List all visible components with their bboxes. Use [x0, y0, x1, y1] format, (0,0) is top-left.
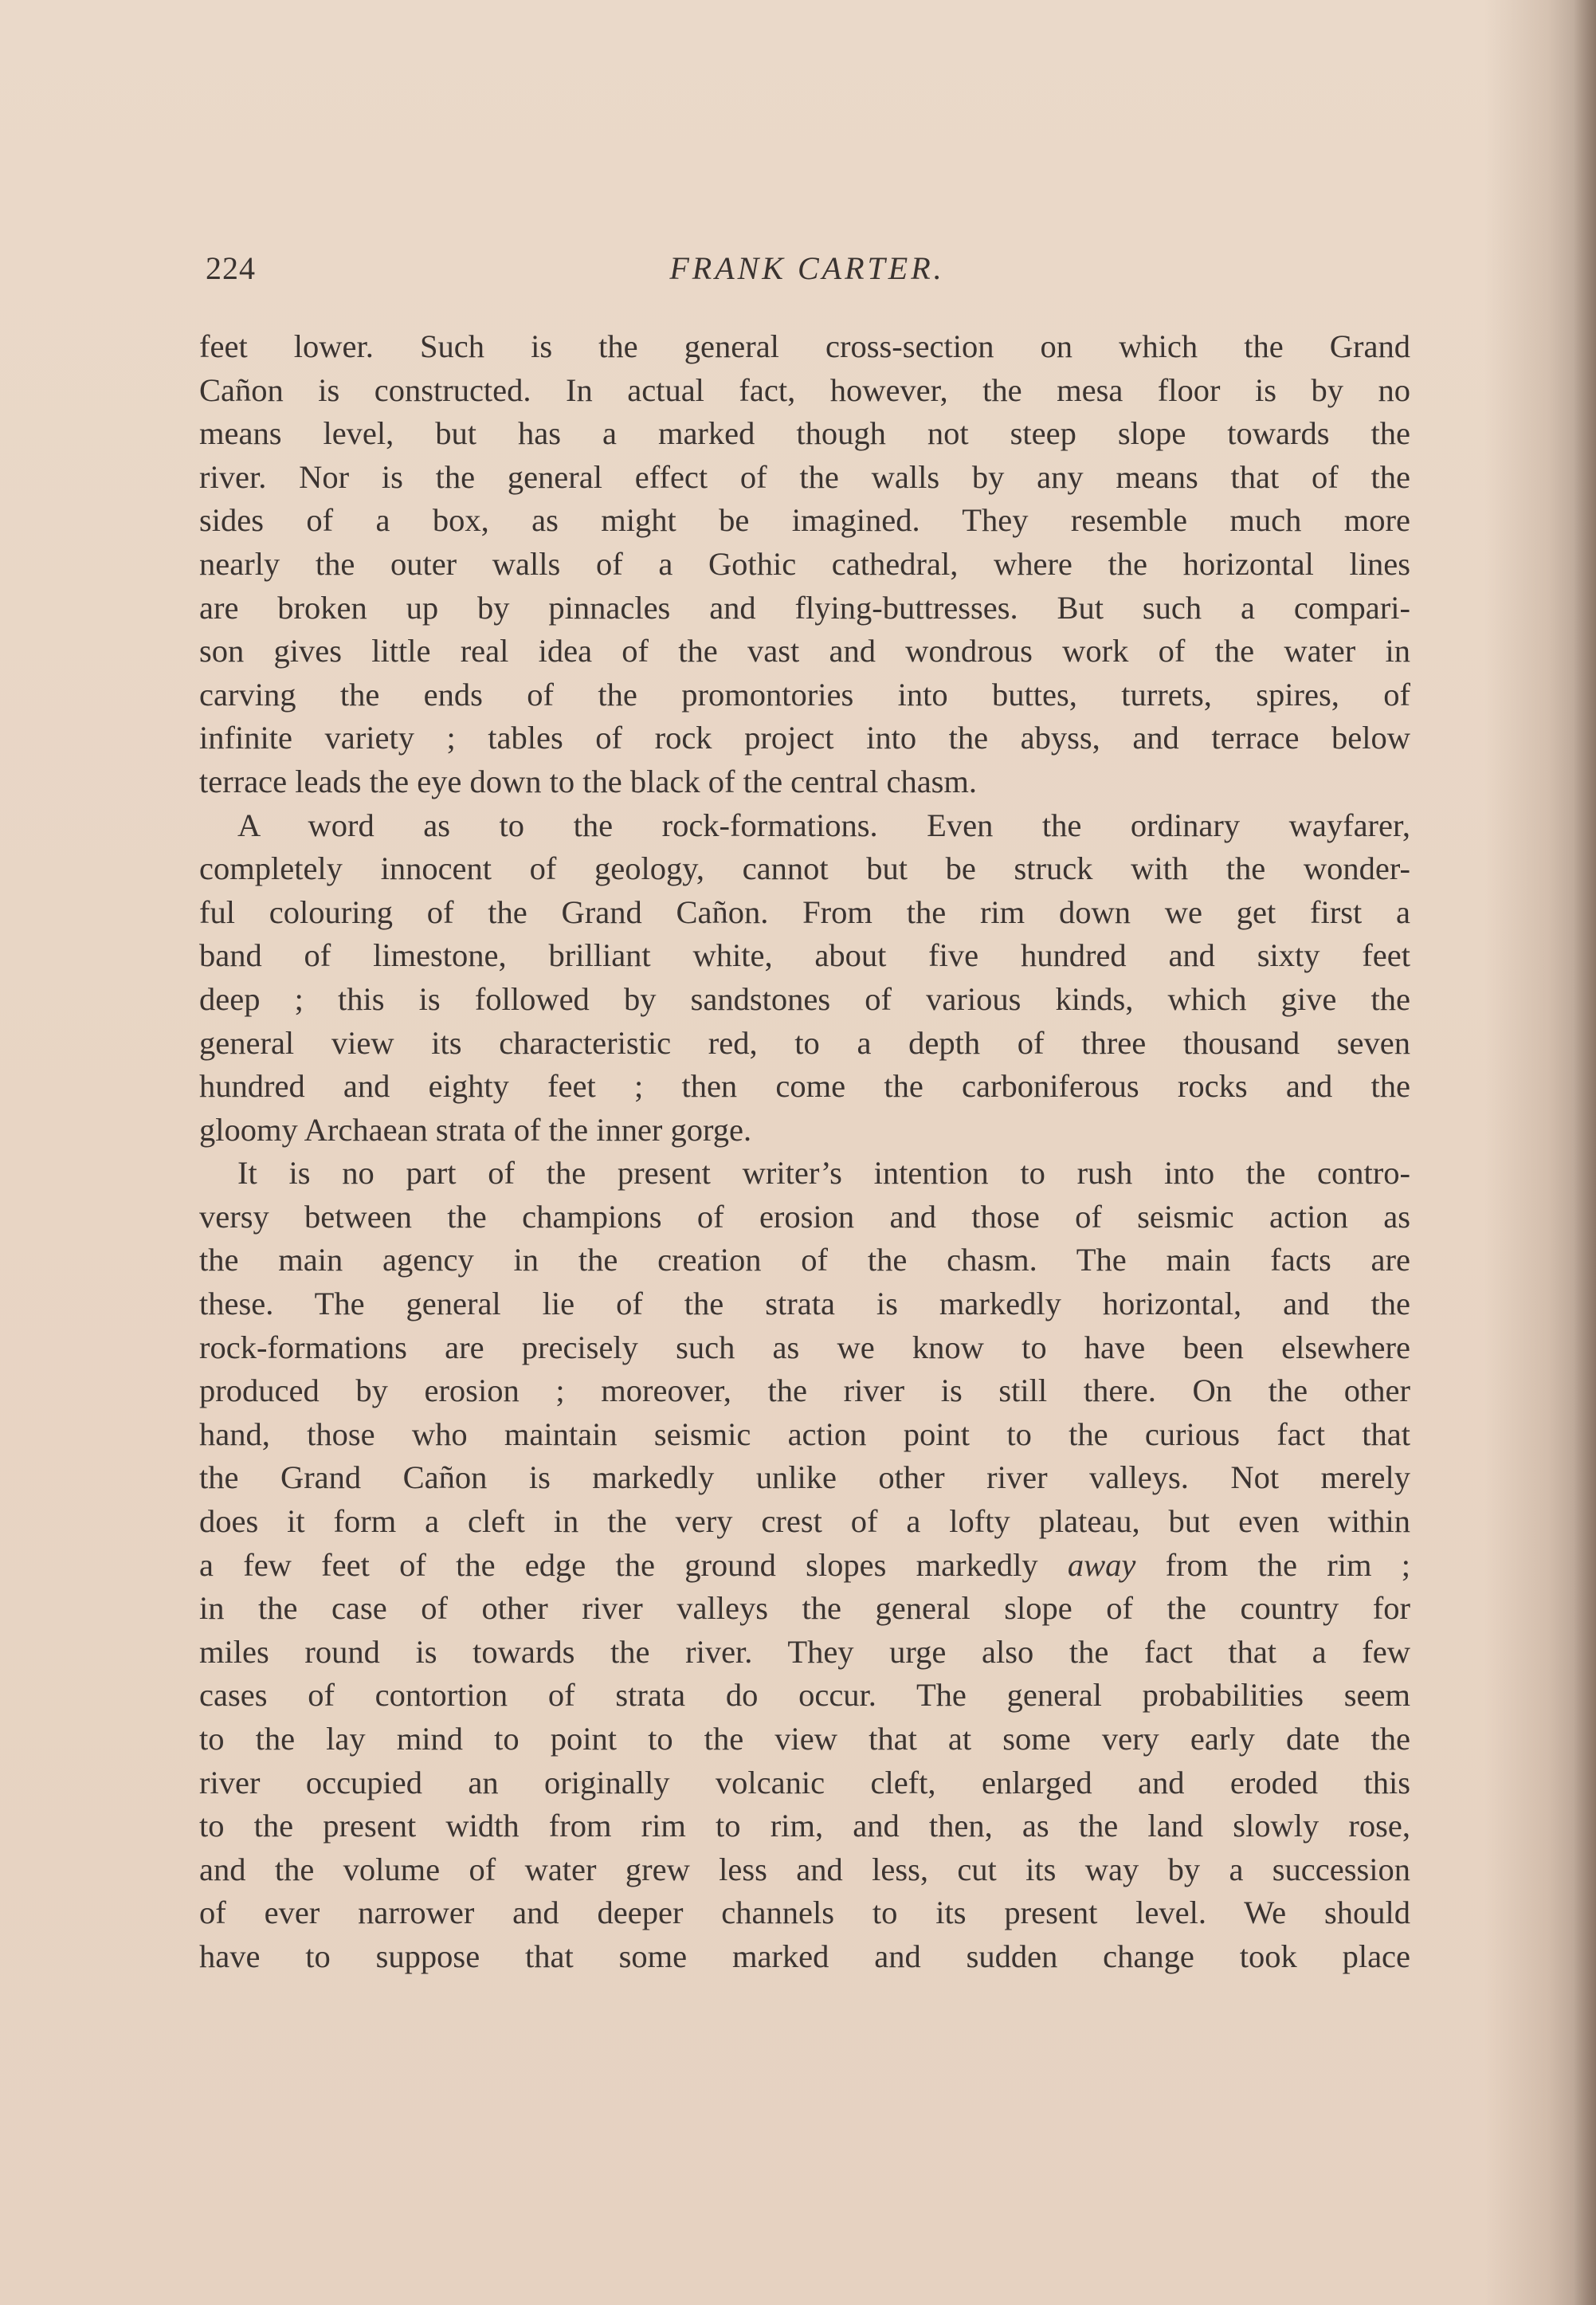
text-line: are broken up by pinnacles and flying-buttresses. But such a compari-	[199, 589, 1410, 626]
text-line: miles round is towards the river. They urge also the fact that a few	[199, 1633, 1410, 1670]
text-line: hundred and eighty feet ; then come the carboniferous rocks and the	[199, 1068, 1410, 1105]
running-head	[206, 249, 1409, 294]
italic-word: away	[1067, 1546, 1136, 1583]
paragraph-end-line: gloomy Archaean strata of the inner gorge.	[199, 1111, 752, 1148]
page-edge-shadow	[1574, 0, 1596, 2305]
text-line: sides of a box, as might be imagined. They resemble much more	[199, 502, 1410, 539]
paragraph-end-line: terrace leads the eye down to the black of the central chasm.	[199, 763, 978, 799]
text-line: completely innocent of geology, cannot but be struck with the wonder-	[199, 850, 1410, 887]
running-title: FRANK CARTER.	[669, 250, 945, 286]
text-line: Cañon is constructed. In actual fact, however, the mesa floor is by no	[199, 371, 1410, 408]
text-line: river occupied an originally volcanic cleft, enlarged and eroded this	[199, 1764, 1410, 1800]
text-line: cases of contortion of strata do occur. The general probabilities seem	[199, 1677, 1410, 1714]
text-line: the Grand Cañon is markedly unlike other river valleys. Not merely	[199, 1459, 1410, 1496]
text-line: produced by erosion ; moreover, the river is still there. On the other	[199, 1372, 1410, 1409]
line-part: a few feet of the edge the ground slopes markedly	[199, 1546, 1068, 1583]
text-line: deep ; this is followed by sandstones of various kinds, which give the	[199, 980, 1410, 1017]
text-line: carving the ends of the promontories into buttes, turrets, spires, of	[199, 676, 1410, 713]
text-line: versy between the champions of erosion and those of seismic action as	[199, 1198, 1410, 1235]
text-line: have to suppose that some marked and sudden change took place	[199, 1938, 1410, 1974]
page-number: 224	[206, 250, 256, 286]
text-line: band of limestone, brilliant white, about five hundred and sixty feet	[199, 937, 1410, 974]
text-line: to the lay mind to point to the view that at some very early date the	[199, 1721, 1410, 1757]
text-line-with-italic	[199, 1544, 1410, 1588]
text-line: in the case of other river valleys the general slope of the country for	[199, 1590, 1410, 1627]
text-line: to the present width from rim to rim, and then, as the land slowly rose,	[199, 1808, 1410, 1844]
text-line: general view its characteristic red, to a depth of three thousand seven	[199, 1024, 1410, 1061]
line-part: from the rim ;	[1135, 1546, 1410, 1583]
text-line: rock-formations are precisely such as we know to have been elsewhere	[199, 1329, 1410, 1365]
text-line: these. The general lie of the strata is markedly horizontal, and the	[199, 1286, 1410, 1322]
text-line: infinite variety ; tables of rock project into the abyss, and terrace below	[199, 720, 1410, 756]
paragraph-start-line: A word as to the rock-formations. Even the ordinary wayfarer,	[237, 807, 1410, 843]
text-line: hand, those who maintain seismic action point to the curious fact that	[199, 1416, 1410, 1452]
text-line: ful colouring of the Grand Cañon. From the rim down we get first a	[199, 893, 1410, 930]
body-text	[199, 325, 1410, 1979]
text-line: feet lower. Such is the general cross-section on which the Grand	[199, 328, 1410, 364]
text-line: river. Nor is the general effect of the walls by any means that of the	[199, 458, 1410, 495]
text-line: and the volume of water grew less and less, cut its way by a succession	[199, 1851, 1410, 1887]
text-line: does it form a cleft in the very crest of a lofty plateau, but even within	[199, 1503, 1410, 1540]
text-line: means level, but has a marked though not steep slope towards the	[199, 415, 1410, 452]
paragraph-start-line: It is no part of the present writer’s intention to rush into the contro-	[237, 1155, 1410, 1192]
text-line: of ever narrower and deeper channels to its present level. We should	[199, 1895, 1410, 1931]
text-line: nearly the outer walls of a Gothic cathedral, where the horizontal lines	[199, 545, 1410, 582]
text-line: son gives little real idea of the vast and wondrous work of the water in	[199, 633, 1410, 670]
text-line: the main agency in the creation of the chasm. The main facts are	[199, 1242, 1410, 1278]
